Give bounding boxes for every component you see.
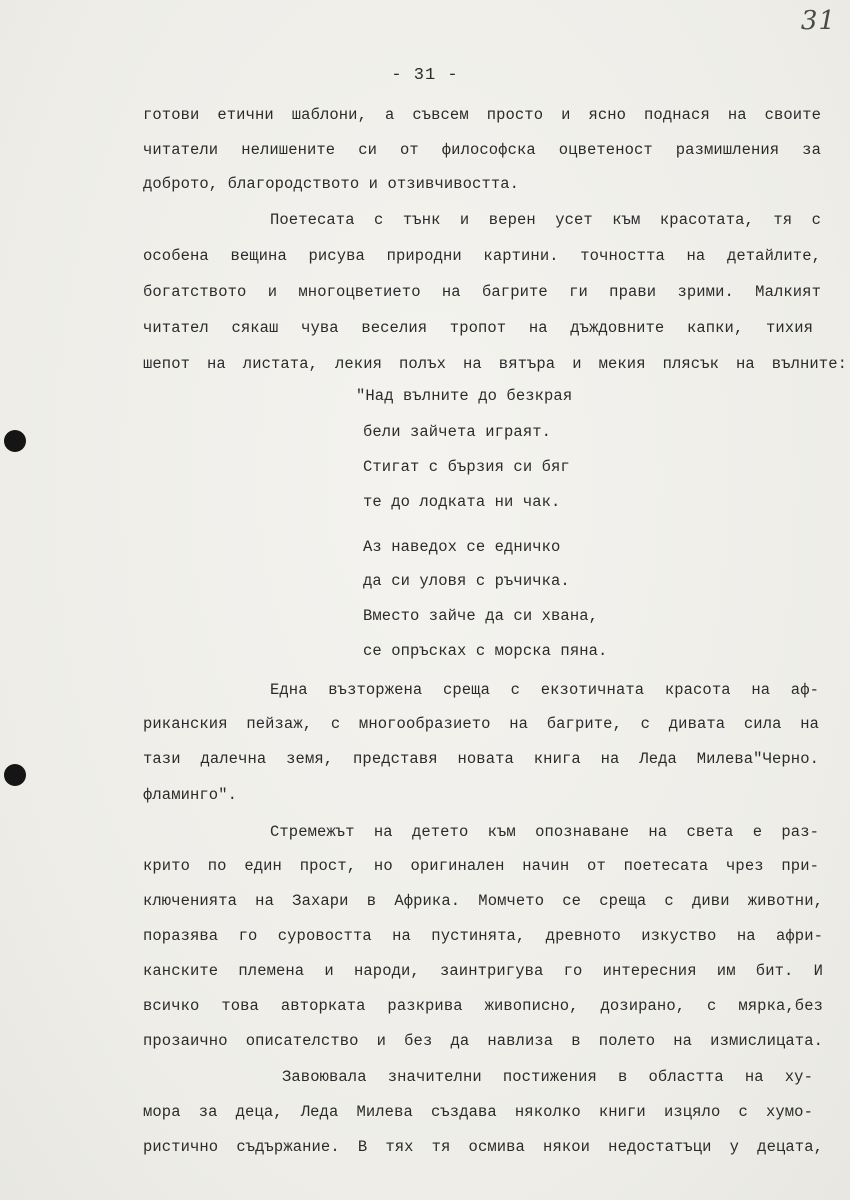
paragraph-2-line-1: Поетесата с тънк и верен усет към красотата, тя с bbox=[270, 211, 821, 229]
page-number: - 31 - bbox=[391, 66, 459, 85]
poem-stanza-1-line-3: Стигат с бързия си бяг bbox=[363, 458, 570, 476]
paragraph-5-line-2: мора за деца, Леда Милева създава няколко книги изцяло с хумо- bbox=[143, 1103, 813, 1121]
poem-stanza-1-line-4: те до лодката ни чак. bbox=[363, 493, 561, 511]
poem-stanza-1-line-2: бели зайчета играят. bbox=[363, 423, 552, 441]
handwritten-page-number: 31 bbox=[800, 6, 836, 36]
paragraph-5-line-3: ристично съдържание. В тях тя осмива някои недостатъци у децата, bbox=[143, 1138, 823, 1156]
poem-stanza-2-line-3: Вместо зайче да си хвана, bbox=[363, 607, 599, 625]
paragraph-4-line-1: Стремежът на детето към опознаване на света е раз- bbox=[270, 823, 819, 841]
poem-stanza-2-line-4: се опръсках с морска пяна. bbox=[363, 642, 608, 660]
poem-stanza-2-line-1: Аз наведох се едничко bbox=[363, 538, 561, 556]
punch-hole-top bbox=[4, 430, 26, 452]
paragraph-2-line-5: шепот на листата, лекия полъх на вятъра и мекия плясък на вълните: bbox=[143, 355, 847, 373]
paragraph-3-line-4: фламинго". bbox=[143, 786, 238, 804]
paragraph-4-line-7: прозаично описателство и без да навлиза в полето на измислицата. bbox=[143, 1032, 823, 1050]
paragraph-4-line-4: поразява го суровостта на пустинята, древното изкуство на афри- bbox=[143, 927, 823, 945]
paragraph-1-line-2: читатели нелишените си от философска оцветеност размишления за bbox=[143, 141, 821, 159]
paragraph-4-line-6: всичко това авторката разкрива живописно, дозирано, с мярка,без bbox=[143, 997, 823, 1015]
paragraph-4-line-5: канските племена и народи, заинтригува го интересния им бит. И bbox=[143, 962, 823, 980]
paragraph-1-line-1: готови етични шаблони, а съвсем просто и ясно поднася на своите bbox=[143, 106, 821, 124]
paragraph-4-line-3: ключенията на Захари в Африка. Момчето се среща с диви животни, bbox=[143, 892, 823, 910]
paragraph-5-line-1: Завоювала значителни постижения в областта на ху- bbox=[282, 1068, 813, 1086]
paragraph-3-line-1: Една възторжена среща с екзотичната красота на аф- bbox=[270, 681, 819, 699]
poem-stanza-1-line-1: "Над вълните до безкрая bbox=[356, 387, 573, 405]
poem-stanza-2-line-2: да си уловя с ръчичка. bbox=[363, 572, 570, 590]
punch-hole-bottom bbox=[4, 764, 26, 786]
paragraph-2-line-4: читател сякаш чува веселия тропот на дъждовните капки, тихия bbox=[143, 319, 813, 337]
paragraph-3-line-3: тази далечна земя, представя новата книга на Леда Милева"Черно. bbox=[143, 750, 819, 768]
paragraph-3-line-2: риканския пейзаж, с многообразието на багрите, с дивата сила на bbox=[143, 715, 819, 733]
paragraph-4-line-2: крито по един прост, но оригинален начин от поетесата чрез при- bbox=[143, 857, 819, 875]
paragraph-2-line-2: особена вещина рисува природни картини. точността на детайлите, bbox=[143, 247, 821, 265]
paragraph-2-line-3: богатството и многоцветието на багрите ги прави зрими. Малкият bbox=[143, 283, 821, 301]
paragraph-1-line-3: доброто, благородството и отзивчивостта. bbox=[143, 175, 520, 193]
